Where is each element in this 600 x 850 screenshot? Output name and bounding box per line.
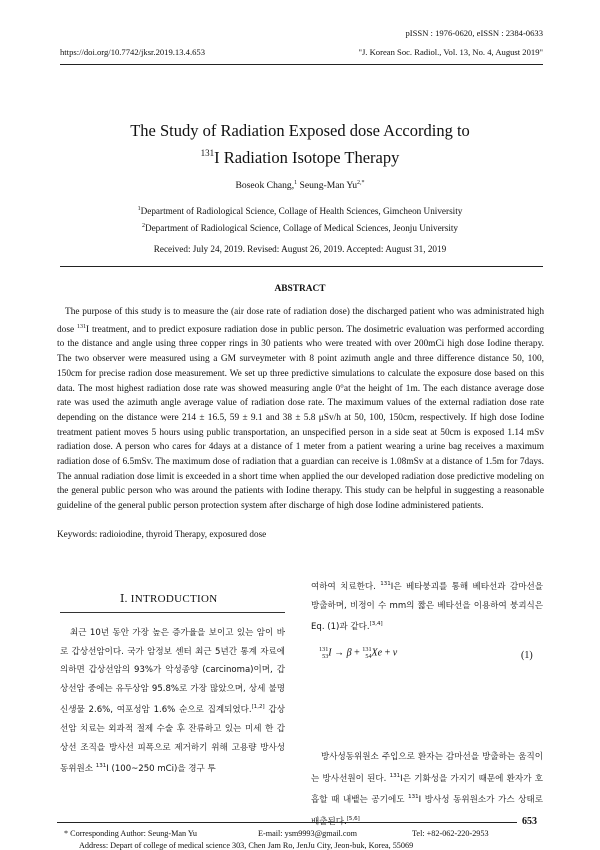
corresponding-author: * Corresponding Author: Seung-Man Yu <box>64 829 197 838</box>
affiliation-1: $^1$Department of Radiological Science, Collage of Health Sciences, Gimcheon University <box>137 206 463 216</box>
journal-citation: "J. Korean Soc. Radiol., Vol. 13, No. 4, August 2019" <box>358 47 543 57</box>
telephone: Tel: +82-062-220-2953 <box>412 829 489 838</box>
received-dates: Received: July 24, 2019. Revised: August 26, 2019. Accepted: August 31, 2019 <box>153 244 447 254</box>
section-heading-rule <box>60 612 285 613</box>
equation-number: (1) <box>521 650 533 661</box>
paper-title <box>0 120 600 169</box>
footer-rule-line <box>57 822 517 823</box>
section-heading-introduction: Ⅰ. INTRODUCTION <box>120 593 218 605</box>
issn-line: pISSN : 1976-0620, eISSN : 2384-0633 <box>405 28 543 38</box>
page-number: 653 <box>522 816 537 827</box>
postal-address: Address: Depart of college of medical science 303, Chen Jam Ro, JenJu City, Jeon-buk, Korea, 55069 <box>79 841 414 850</box>
intro-right-paragraph-2: 방사성동위원소 주입으로 환자는 감마선을 방출하는 움직이는 방사선원이 된다. $^{131}$I은 기화성을 가지기 때문에 환자가 호흡할 때 내뱉는 공기에도 $^{131}$I 방사성 동위원소가 가스 상태로 배출된다.[5,6] <box>311 752 543 827</box>
doi-link[interactable]: https://doi.org/10.7742/jksr.2019.13.4.653 <box>60 47 205 57</box>
intro-right-paragraph-1: 여하여 치료한다. $^{131}$I은 베타붕괴를 통해 베타선과 감마선을 방출하며, 비정이 수 mm의 짧은 베타선을 이용하여 붕괴식은 Eq. (1)과 같다.[3,4] <box>311 581 543 633</box>
authors: Boseok Chang,$^1$ Seung-Man $Yu^{2,*}$ <box>235 180 365 191</box>
title-rule <box>60 266 543 267</box>
header-rule <box>60 64 543 65</box>
intro-left-paragraph: 최근 10년 동안 가장 높은 증가율을 보이고 있는 암이 바로 갑상선암이다. 국가 암정보 센터 최근 5년간 통계 자료에 의하면 갑상선암의 93%가 악성종양 (carcinoma)이며, 갑상선암 중에는 유두상암 95.8%로 가장 많았으며, 상세 불명 신생물 2.6%, 여포성암 1.6% 순으로 집계되었다.[1,2] 갑상선암 치료는 외과적 절제 수술 후 잔류하고 있는 미세 한 갑상선 조직을 방사선 피폭으로 제거하기 위해 고용량 방사성동위원소 $^{131}$I (100~250 mCi)을 경구 투 <box>60 628 285 775</box>
title-line-1: The Study of Radiation Exposed dose According to <box>130 121 470 140</box>
decay-equation: 131 53I → β + 131 54Xe + ν <box>319 646 398 660</box>
keywords: Keywords: radioiodine, thyroid Therapy, exposured dose <box>57 529 267 539</box>
abstract-heading: ABSTRACT <box>274 284 326 294</box>
email-address[interactable]: E-mail: ysm9993@gmail.com <box>258 829 357 838</box>
affiliation-2: $^2$Department of Radiological Science, Collage of Medical Sciences, Jeonju University <box>141 223 459 233</box>
abstract-body: The purpose of this study is to measure the (air dose rate of radiation dose) the discharged patient who was administrated high dose $^{131}$I treatment, and to predict exposure radiation dose in public person. The dosimetric evaluation was performed according to the distance and angle using three copper rings in 30 patients who were treated with over 200mCi high dose Iodine therapy. The two observer were measured using a GM surveymeter with 8 point azimuth angle and three difference distance 50, 100, 150cm for precise radion dose measurement. We set up three predictive simulations to calculate the exposure dose based on this data. The most highest radiation dose rate was showed measuring angle 0°at the height of 1m. The each distance average dose rate was used the azimuth angle average value of radiation dose rate. The maximum values of the external radiation dose rate depending on the distance were 214 ± 16.5, 59 ± 9.1 and 38 ± 5.8 μSv/h at 50, 100, 150cm, respectively. If high dose Iodine treatment patient moves 5 hours using public transportation, an unspecified person in a side seat at 50cm is exposed 1.14 mSv radiation dose. A person who cares for 4days at a distance of 1 meter from a patient wearing a urine bag receives a maximum radiation dose of 6.5mSv. The maximum dose of radiation that a guardian can receive is 1.08mSv at a distance of 1.5m for 7days. The annual radiation dose limit is exceeded in a short time when applied the our developed radiation dose predictive modeling on the general public person who was around the patients with Iodine therapy. This study can be helpful in suggesting a reasonable guideline of the general public person protection system after discharge of high dose Iodine administered patients. <box>57 307 544 512</box>
title-line-2: $^{131}$I Radiation Isotope Therapy <box>200 148 400 167</box>
